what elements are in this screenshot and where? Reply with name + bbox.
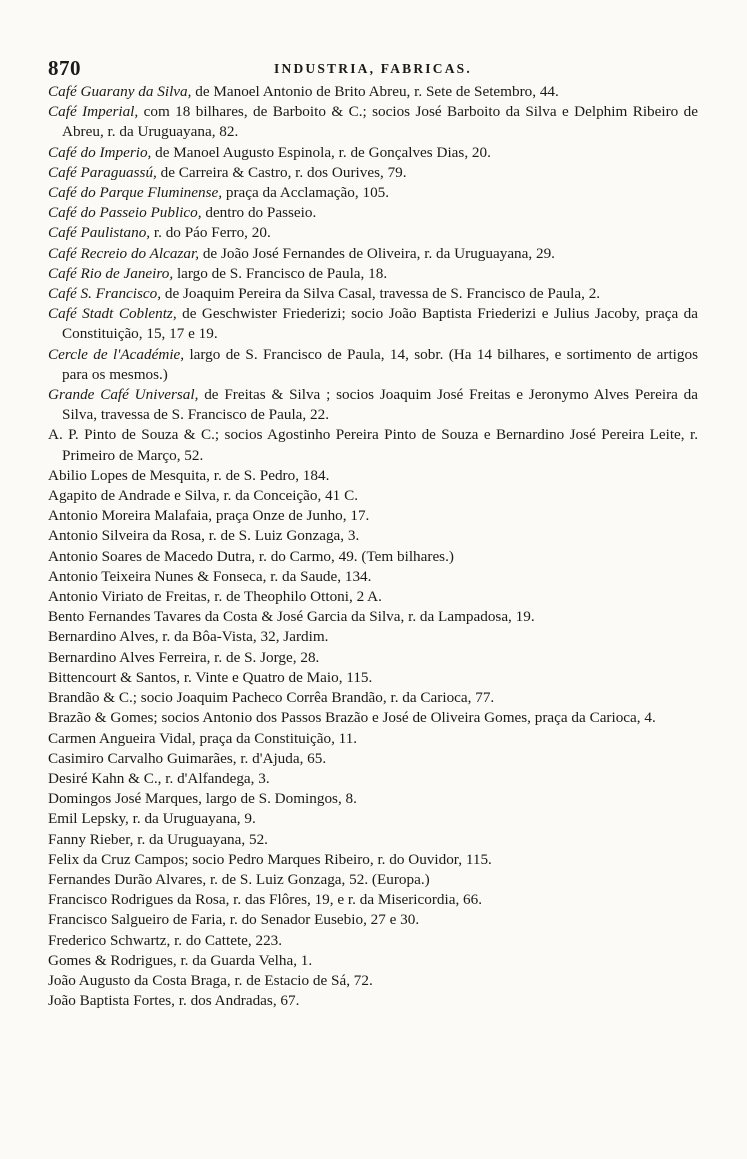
entry-details: com 18 bilhares, de Barboito & C.; socios José Barboito da Silva e Delphim Ribeiro de Abreu, r. da Uruguayana, 82. [62, 103, 698, 141]
directory-entry [48, 971, 698, 991]
entry-details: Antonio Soares de Macedo Dutra, r. do Carmo, 49. (Tem bilhares.) [48, 547, 454, 565]
entry-details: de Carreira & Castro, r. dos Ourives, 79. [156, 163, 407, 181]
entry-details: de Manoel Antonio de Brito Abreu, r. Sete de Setembro, 44. [191, 83, 559, 100]
entry-details: Antonio Viriato de Freitas, r. de Theophilo Ottoni, 2 A. [48, 588, 382, 606]
entry-details: Bento Fernandes Tavares da Costa & José Garcia da Silva, r. da Lampadosa, 19. [48, 608, 535, 626]
entry-business-name: Café Stadt Coblentz, [48, 305, 177, 323]
entry-details: Desiré Kahn & C., r. d'Alfandega, 3. [48, 769, 270, 787]
entry-details: r. do Páo Ferro, 20. [150, 224, 271, 242]
entry-business-name: Café Paraguassú, [48, 163, 157, 181]
entry-business-name: Café S. Francisco, [48, 285, 162, 303]
directory-entry [48, 587, 698, 607]
entry-details: largo de S. Francisco de Paula, 14, sobr. (Ha 14 bilhares, e sortimento de artigos para os mesmos.) [62, 345, 698, 383]
directory-entry [48, 466, 698, 486]
entry-details: Bittencourt & Santos, r. Vinte e Quatro de Maio, 115. [48, 668, 373, 686]
directory-entry [48, 526, 698, 546]
entry-details: João Augusto da Costa Braga, r. de Estacio de Sá, 72. [48, 971, 373, 989]
entry-details: Abilio Lopes de Mesquita, r. de S. Pedro, 184. [48, 466, 330, 484]
entry-details: Frederico Schwartz, r. do Cattete, 223. [48, 931, 283, 949]
directory-entry [48, 668, 698, 688]
directory-entry [48, 506, 698, 526]
entry-business-name: Café Recreio do Alcazar, [48, 244, 200, 262]
entry-business-name: Café do Passeio Publico, [48, 204, 202, 222]
entry-details: Francisco Rodrigues da Rosa, r. das Flôres, 19, e r. da Misericordia, 66. [48, 891, 483, 909]
entry-details: Antonio Silveira da Rosa, r. de S. Luiz Gonzaga, 3. [48, 527, 360, 545]
entry-details: de Freitas & Silva ; socios Joaquim José Freitas e Jeronymo Alves Pereira da Silva, travessa de S. Francisco de Paula, 22. [62, 386, 699, 424]
directory-entry [48, 688, 698, 708]
entry-details: Casimiro Carvalho Guimarães, r. d'Ajuda, 65. [48, 749, 327, 767]
entry-business-name: Café Imperial, [48, 103, 139, 121]
directory-entry [48, 910, 698, 930]
directory-entry [48, 143, 698, 163]
entry-details: João Baptista Fortes, r. dos Andradas, 67. [48, 992, 300, 1010]
directory-entry [48, 627, 698, 647]
directory-entry [48, 547, 698, 567]
directory-page [48, 56, 698, 1011]
running-title: INDUSTRIA, FABRICAS. [274, 61, 472, 76]
directory-entry [48, 951, 698, 971]
entry-details: Francisco Salgueiro de Faria, r. do Senador Eusebio, 27 e 30. [48, 911, 420, 929]
entry-details: Bernardino Alves, r. da Bôa-Vista, 32, Jardim. [48, 628, 329, 646]
directory-entry [48, 203, 698, 223]
entry-details: de Manoel Augusto Espinola, r. de Gonçalves Dias, 20. [151, 143, 491, 161]
entry-details: Emil Lepsky, r. da Uruguayana, 9. [48, 810, 256, 828]
entry-details: A. P. Pinto de Souza & C.; socios Agostinho Pereira Pinto de Souza e Bernardino José Pereira Leite, r. Primeiro de Março, 52. [48, 426, 698, 464]
directory-entry [48, 244, 698, 264]
entry-details: Felix da Cruz Campos; socio Pedro Marques Ribeiro, r. do Ouvidor, 115. [48, 850, 492, 868]
entry-details: Gomes & Rodrigues, r. da Guarda Velha, 1. [48, 951, 313, 969]
directory-entry [48, 890, 698, 910]
directory-entry [48, 223, 698, 243]
entry-business-name: Café Paulistano, [48, 224, 151, 242]
entry-details: Brazão & Gomes; socios Antonio dos Passos Brazão e José de Oliveira Gomes, praça da Carioca, 4. [48, 709, 656, 727]
entry-business-name: Café do Imperio, [48, 143, 152, 161]
directory-entry [48, 991, 698, 1011]
directory-entry [48, 82, 698, 102]
directory-entry [48, 385, 698, 425]
entry-details: Antonio Teixeira Nunes & Fonseca, r. da Saude, 134. [48, 567, 372, 585]
directory-entry [48, 304, 698, 344]
directory-entry [48, 102, 698, 142]
directory-entry [48, 769, 698, 789]
entry-business-name: Café do Parque Fluminense, [48, 184, 223, 202]
directory-entry [48, 729, 698, 749]
directory-entry [48, 789, 698, 809]
page-number: 870 [48, 56, 81, 80]
directory-entry [48, 870, 698, 890]
directory-entry [48, 850, 698, 870]
entry-details: Brandão & C.; socio Joaquim Pacheco Corrêa Brandão, r. da Carioca, 77. [48, 689, 495, 707]
directory-entry [48, 183, 698, 203]
directory-entry [48, 486, 698, 506]
entry-details: Bernardino Alves Ferreira, r. de S. Jorge, 28. [48, 648, 320, 666]
entry-details: de Geschwister Friederizi; socio João Baptista Friederizi e Julius Jacoby, praça da Constituição, 15, 17 e 19. [62, 305, 698, 343]
entry-details: Carmen Angueira Vidal, praça da Constituição, 11. [48, 729, 358, 747]
entry-details: Fernandes Durão Alvares, r. de S. Luiz Gonzaga, 52. (Europa.) [48, 870, 430, 888]
directory-entry [48, 264, 698, 284]
directory-entry [48, 809, 698, 829]
directory-entry [48, 163, 698, 183]
directory-entry [48, 931, 698, 951]
entry-details: de João José Fernandes de Oliveira, r. da Uruguayana, 29. [199, 244, 555, 262]
directory-entry [48, 708, 698, 728]
entry-details: de Joaquim Pereira da Silva Casal, travessa de S. Francisco de Paula, 2. [161, 285, 601, 303]
entry-business-name: Café Rio de Janeiro, [48, 264, 174, 282]
entry-details: Domingos José Marques, largo de S. Domingos, 8. [48, 790, 357, 808]
directory-entry [48, 345, 698, 385]
directory-entry [48, 567, 698, 587]
directory-entry [48, 749, 698, 769]
entry-details: praça da Acclamação, 105. [222, 184, 390, 202]
directory-entry [48, 648, 698, 668]
directory-entry [48, 830, 698, 850]
directory-entry [48, 284, 698, 304]
entry-business-name: Café Guarany da Silva, [48, 83, 192, 100]
entry-details: largo de S. Francisco de Paula, 18. [173, 264, 388, 282]
directory-entries [48, 82, 698, 1011]
page-header [48, 56, 698, 82]
entry-details: Antonio Moreira Malafaia, praça Onze de Junho, 17. [48, 507, 370, 525]
directory-entry [48, 607, 698, 627]
entry-business-name: Grande Café Universal, [48, 386, 199, 404]
directory-entry [48, 425, 698, 465]
entry-details: Agapito de Andrade e Silva, r. da Conceição, 41 C. [48, 487, 359, 505]
entry-details: Fanny Rieber, r. da Uruguayana, 52. [48, 830, 268, 848]
entry-details: dentro do Passeio. [201, 204, 317, 222]
entry-business-name: Cercle de l'Académie, [48, 345, 185, 363]
